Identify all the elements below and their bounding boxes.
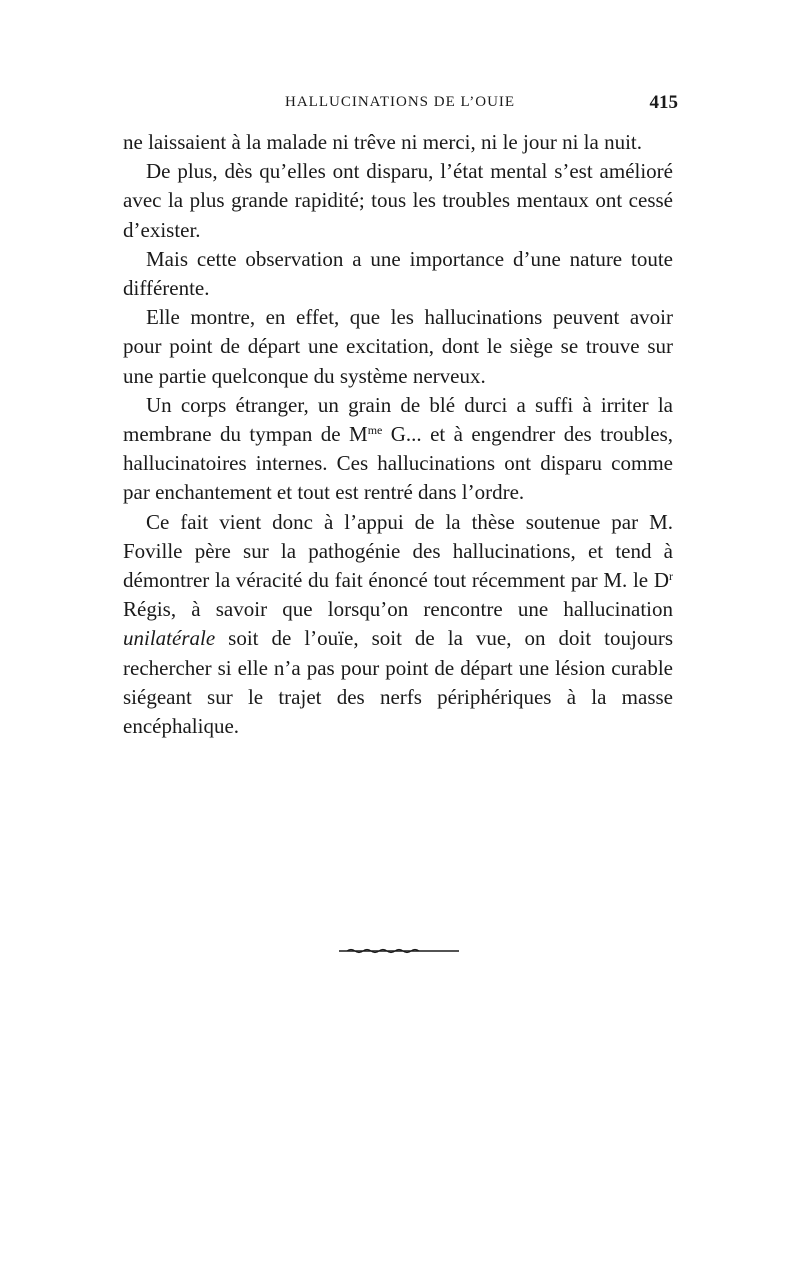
text-segment: Ce fait vient donc à l’appui de la thèse soutenue par M. Foville père sur la pathogénie des hallucinations, et tend à démontrer la véracité du fait énoncé tout récemment par M. le D (123, 509, 673, 593)
text-segment: G... et à engendrer des troubles, hallucinatoires internes. Ces hallucinations ont disparu comme par enchantement et tout est rentré dans l’ordre. (123, 422, 673, 505)
text-segment: Régis, à savoir que lorsqu’on rencontre une hallucination (123, 597, 673, 622)
paragraph (123, 157, 673, 245)
text-segment: Mais cette observation a une importance d’une nature toute différente. (123, 246, 673, 301)
text-segment: Un corps étranger, un grain de blé durci a suffi à irriter la membrane du tympan de M (123, 392, 673, 447)
superscript: r (669, 569, 673, 584)
italic-text: unilatérale (123, 626, 216, 651)
running-title: HALLUCINATIONS DE L’OUIE (285, 94, 516, 110)
text-segment: ne laissaient à la malade ni trêve ni merci, ni le jour ni la nuit. (123, 130, 642, 154)
text-segment: soit de l’ouïe, soit de la vue, on doit toujours rechercher si elle n’a pas pour point de départ une lésion curable siégeant sur le trajet des nerfs périphériques à la masse encéphalique. (123, 626, 673, 739)
body-text (123, 128, 673, 741)
paragraph (123, 245, 673, 303)
paragraph (123, 508, 673, 742)
paragraph (123, 303, 673, 391)
paragraph (123, 391, 673, 508)
text-segment: Elle montre, en effet, que les hallucinations peuvent avoir pour point de départ une excitation, dont le siège se trouve sur une partie quelconque du système nerveux. (123, 305, 673, 388)
end-ornament-icon (339, 947, 459, 955)
text-segment: De plus, dès qu’elles ont disparu, l’état mental s’est amélioré avec la plus grande rapidité; tous les troubles mentaux ont cessé d’exister. (123, 159, 673, 242)
page-header (123, 92, 678, 116)
superscript: me (367, 423, 383, 438)
page-number: 415 (649, 92, 678, 113)
paragraph (123, 128, 673, 157)
